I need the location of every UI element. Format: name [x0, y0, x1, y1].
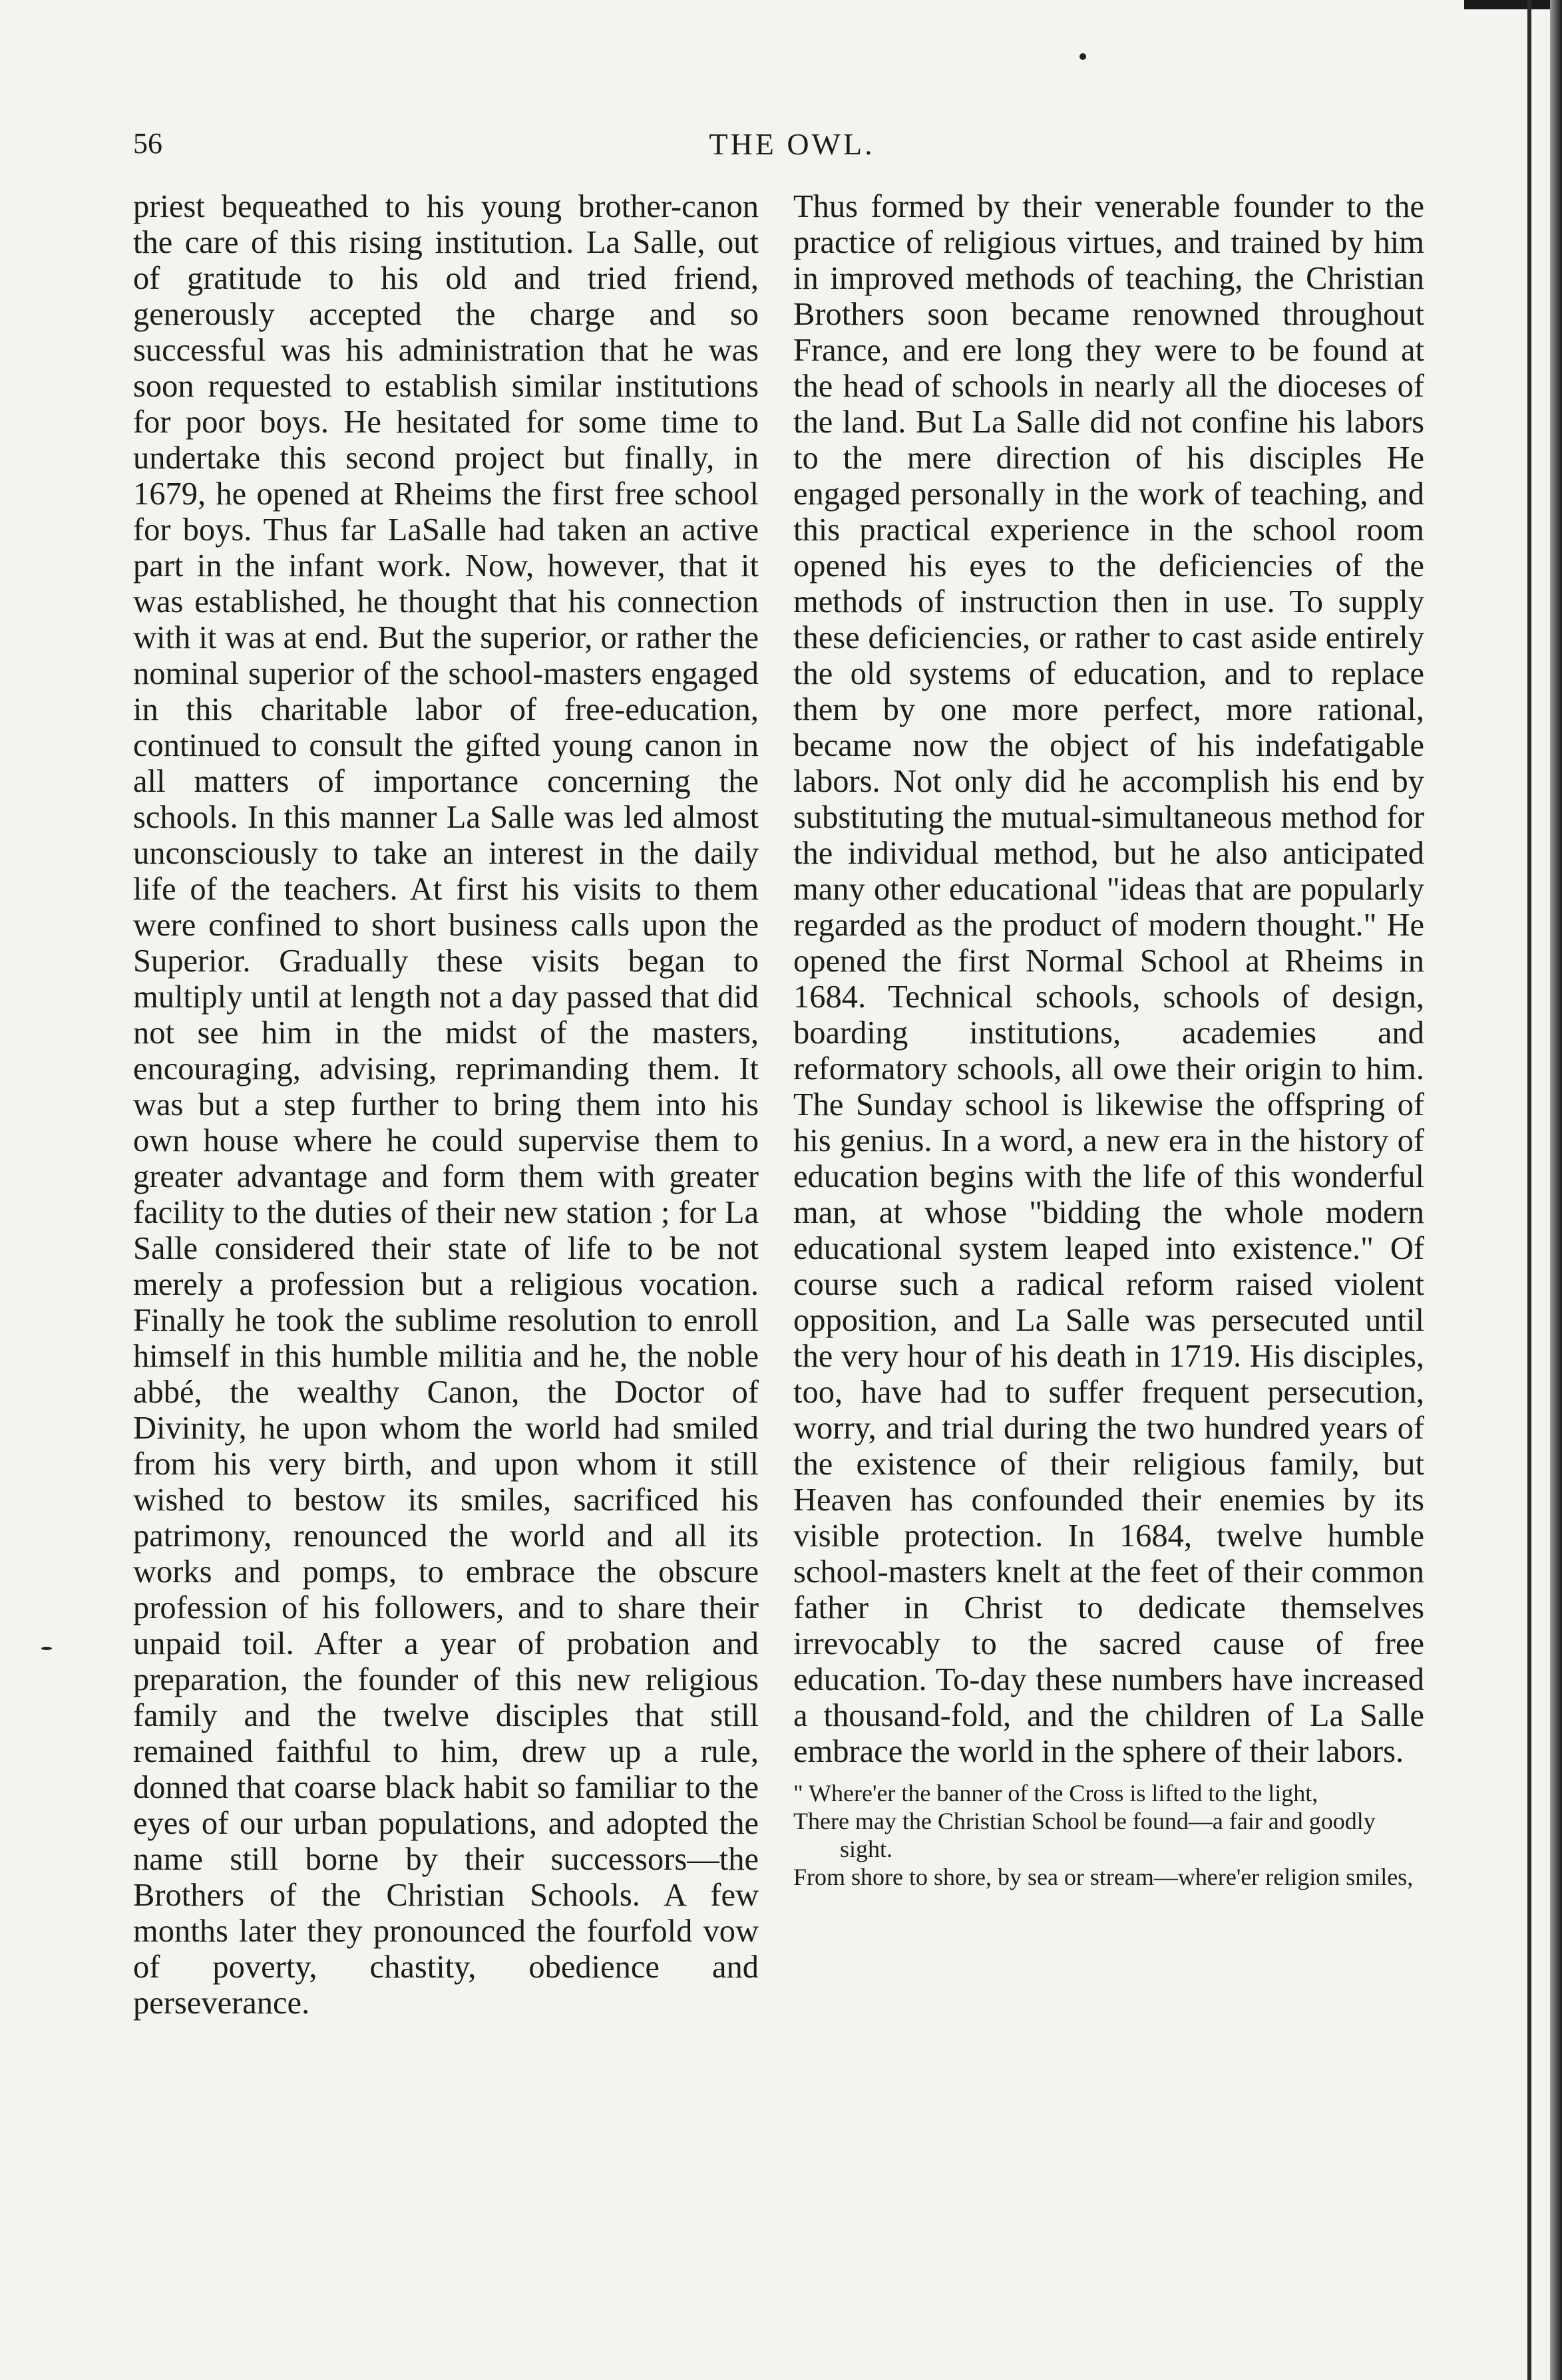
scan-edge-right [1550, 0, 1562, 2380]
page-number: 56 [133, 127, 162, 160]
poem-quote [793, 1779, 1424, 1891]
page-header [0, 126, 1562, 166]
poem-line: There may the Christian School be found—a fair and goodly sight. [793, 1808, 1376, 1862]
scan-speck [1079, 53, 1086, 60]
left-column [133, 189, 759, 2021]
running-title: THE OWL. [709, 127, 875, 161]
poem-line: From shore to shore, by sea or stream—where'er religion smiles, [793, 1864, 1414, 1890]
right-column [793, 189, 1424, 1891]
right-column-text: Thus formed by their venerable founder to the practice of religious virtues, and trained by him in improved methods of teaching, the Christian Brothers soon became renowned throughout France, and ere long they were to be found at the head of schools in nearly all the dioceses of the land. But La Salle did not confine his labors to the mere direction of his disciples He engaged personally in the work of teaching, and this practical experience in the school room opened his eyes to the deficiencies of the methods of instruction then in use. To supply these deficiencies, or rather to cast aside entirely the old systems of education, and to replace them by one more perfect, more rational, became now the object of his indefatigable labors. Not only did he accomplish his end by substituting the mutual-simultaneous method for the individual method, but he also anticipated many other educational "ideas that are popularly regarded as the product of modern thought." He opened the first Normal School at Rheims in 1684. Technical schools, schools of design, boarding institutions, academies and reformatory schools, all owe their origin to him. The Sunday school is likewise the offspring of his genius. In a word, a new era in the history of education begins with the life of this wonderful man, at whose "bidding the whole modern educational system leaped into existence." Of course such a radical reform raised violent opposition, and La Salle was persecuted until the very hour of his death in 1719. His disciples, too, have had to suffer frequent persecution, worry, and trial during the two hundred years of the existence of their religious family, but Heaven has confounded their enemies by its visible protection. In 1684, twelve humble school-masters knelt at the feet of their common father in Christ to dedicate themselves irrevocably to the sacred cause of free education. To-day these numbers have increased a thousand-fold, and the children of La Salle embrace the world in the sphere of their labors. [793, 189, 1424, 1769]
scan-edge-line [1527, 0, 1531, 2380]
scan-edge-top [1464, 0, 1562, 9]
left-column-text: priest bequeathed to his young brother-canon the care of this rising institution. La Salle, out of gratitude to his old and tried friend, generously accepted the charge and so successful was his administration that he was soon requested to establish similar institutions for poor boys. He hesitated for some time to undertake this second project but finally, in 1679, he opened at Rheims the first free school for boys. Thus far LaSalle had taken an active part in the infant work. Now, however, that it was established, he thought that his connection with it was at end. But the superior, or rather the nominal superior of the school-masters engaged in this charitable labor of free-education, continued to consult the gifted young canon in all matters of importance concerning the schools. In this manner La Salle was led almost unconsciously to take an interest in the daily life of the teachers. At first his visits to them were confined to short business calls upon the Superior. Gradually these visits began to multiply until at length not a day passed that did not see him in the midst of the masters, encouraging, advising, reprimanding them. It was but a step further to bring them into his own house where he could supervise them to greater advantage and form them with greater facility to the duties of their new station ; for La Salle considered their state of life to be not merely a profession but a religious vocation. Finally he took the sublime resolution to enroll himself in this humble militia and he, the noble abbé, the wealthy Canon, the Doctor of Divinity, he upon whom the world had smiled from his very birth, and upon whom it still wished to bestow its smiles, sacrificed his patrimony, renounced the world and all its works and pomps, to embrace the obscure profession of his followers, and to share their unpaid toil. After a year of probation and preparation, the founder of this new religious family and the twelve disciples that still remained faithful to him, drew up a rule, donned that coarse black habit so familiar to the eyes of our urban populations, and adopted the name still borne by their successors—the Brothers of the Christian Schools. A few months later they pronounced the fourfold vow of poverty, chastity, obedience and perseverance. [133, 189, 759, 2021]
scan-speck [41, 1647, 52, 1650]
poem-line: " Where'er the banner of the Cross is lifted to the light, [793, 1780, 1318, 1806]
